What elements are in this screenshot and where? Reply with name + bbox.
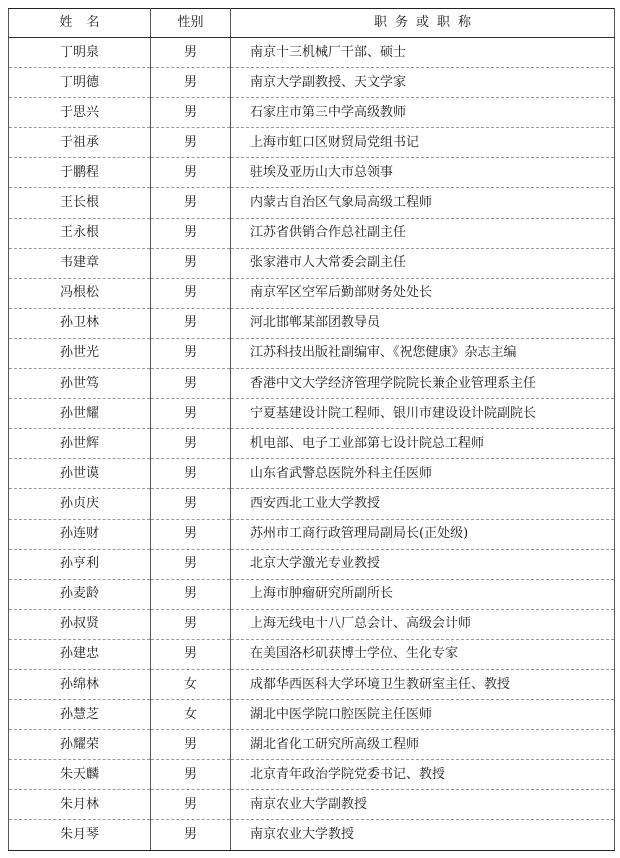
cell-sex: 女 xyxy=(151,669,231,699)
cell-name: 孙建忠 xyxy=(9,639,151,669)
cell-sex: 男 xyxy=(151,790,231,820)
cell-sex: 男 xyxy=(151,38,231,68)
cell-sex: 男 xyxy=(151,338,231,368)
cell-sex: 男 xyxy=(151,549,231,579)
table-row xyxy=(9,188,615,218)
cell-name: 朱月琴 xyxy=(9,820,151,850)
table-row xyxy=(9,519,615,549)
cell-role: 张家港市人大常委会副主任 xyxy=(231,248,615,278)
table-row xyxy=(9,730,615,760)
table-row xyxy=(9,308,615,338)
cell-name: 丁明泉 xyxy=(9,38,151,68)
cell-sex: 女 xyxy=(151,700,231,730)
cell-role: 宁夏基建设计院工程师、银川市建设设计院副院长 xyxy=(231,399,615,429)
cell-role: 南京军区空军后勤部财务处处长 xyxy=(231,278,615,308)
cell-role: 成都华西医科大学环境卫生教研室主任、教授 xyxy=(231,669,615,699)
table-row xyxy=(9,639,615,669)
cell-role: 上海无线电十八厂总会计、高级会计师 xyxy=(231,609,615,639)
cell-name: 于鹏程 xyxy=(9,158,151,188)
cell-name: 孙麦龄 xyxy=(9,579,151,609)
table-body xyxy=(9,38,615,851)
cell-name: 孙绵林 xyxy=(9,669,151,699)
table-row xyxy=(9,399,615,429)
cell-sex: 男 xyxy=(151,188,231,218)
cell-name: 朱天麟 xyxy=(9,760,151,790)
table-row xyxy=(9,429,615,459)
table-row xyxy=(9,790,615,820)
table-row xyxy=(9,38,615,68)
cell-role: 驻埃及亚历山大市总领事 xyxy=(231,158,615,188)
table-row xyxy=(9,218,615,248)
table-row xyxy=(9,579,615,609)
cell-role: 江苏省供销合作总社副主任 xyxy=(231,218,615,248)
table-row xyxy=(9,278,615,308)
cell-name: 于祖承 xyxy=(9,128,151,158)
cell-sex: 男 xyxy=(151,98,231,128)
header-sex: 性别 xyxy=(151,9,231,38)
cell-name: 朱月林 xyxy=(9,790,151,820)
cell-name: 孙世光 xyxy=(9,338,151,368)
roster-table xyxy=(8,8,615,851)
table-row xyxy=(9,609,615,639)
cell-sex: 男 xyxy=(151,278,231,308)
cell-name: 王长根 xyxy=(9,188,151,218)
cell-sex: 男 xyxy=(151,820,231,850)
table-row xyxy=(9,248,615,278)
cell-name: 孙耀荣 xyxy=(9,730,151,760)
cell-sex: 男 xyxy=(151,579,231,609)
table-row xyxy=(9,700,615,730)
cell-role: 山东省武警总医院外科主任医师 xyxy=(231,459,615,489)
cell-name: 孙贞庆 xyxy=(9,489,151,519)
cell-sex: 男 xyxy=(151,68,231,98)
cell-name: 孙卫林 xyxy=(9,308,151,338)
cell-role: 西安西北工业大学教授 xyxy=(231,489,615,519)
table-row xyxy=(9,158,615,188)
roster-page xyxy=(8,8,614,851)
table-header xyxy=(9,9,615,38)
cell-role: 上海市肿瘤研究所副所长 xyxy=(231,579,615,609)
header-name: 姓名 xyxy=(9,9,151,38)
cell-name: 孙叔贤 xyxy=(9,609,151,639)
cell-sex: 男 xyxy=(151,519,231,549)
cell-role: 南京十三机械厂干部、硕士 xyxy=(231,38,615,68)
cell-name: 孙亨利 xyxy=(9,549,151,579)
cell-name: 冯根松 xyxy=(9,278,151,308)
cell-name: 孙世谟 xyxy=(9,459,151,489)
cell-role: 河北邯郸某部团教导员 xyxy=(231,308,615,338)
table-row xyxy=(9,369,615,399)
cell-sex: 男 xyxy=(151,218,231,248)
cell-role: 南京农业大学教授 xyxy=(231,820,615,850)
header-row xyxy=(9,9,615,38)
cell-role: 湖北省化工研究所高级工程师 xyxy=(231,730,615,760)
table-row xyxy=(9,459,615,489)
cell-role: 上海市虹口区财贸局党组书记 xyxy=(231,128,615,158)
table-row xyxy=(9,338,615,368)
table-row xyxy=(9,98,615,128)
header-role: 职务或职称 xyxy=(231,9,615,38)
cell-sex: 男 xyxy=(151,429,231,459)
cell-name: 孙世笃 xyxy=(9,369,151,399)
cell-role: 北京大学激光专业教授 xyxy=(231,549,615,579)
cell-role: 内蒙古自治区气象局高级工程师 xyxy=(231,188,615,218)
cell-sex: 男 xyxy=(151,248,231,278)
table-row xyxy=(9,489,615,519)
cell-name: 丁明德 xyxy=(9,68,151,98)
cell-sex: 男 xyxy=(151,158,231,188)
cell-name: 孙世辉 xyxy=(9,429,151,459)
table-row xyxy=(9,760,615,790)
table-row xyxy=(9,549,615,579)
cell-name: 孙连财 xyxy=(9,519,151,549)
cell-sex: 男 xyxy=(151,369,231,399)
cell-sex: 男 xyxy=(151,459,231,489)
cell-name: 王永根 xyxy=(9,218,151,248)
table-row xyxy=(9,820,615,850)
cell-role: 苏州市工商行政管理局副局长(正处级) xyxy=(231,519,615,549)
table-row xyxy=(9,128,615,158)
cell-role: 江苏科技出版社副编审、《祝您健康》杂志主编 xyxy=(231,338,615,368)
cell-sex: 男 xyxy=(151,639,231,669)
cell-role: 湖北中医学院口腔医院主任医师 xyxy=(231,700,615,730)
cell-name: 孙慧芝 xyxy=(9,700,151,730)
table-row xyxy=(9,68,615,98)
cell-sex: 男 xyxy=(151,399,231,429)
cell-role: 香港中文大学经济管理学院院长兼企业管理系主任 xyxy=(231,369,615,399)
cell-name: 韦建章 xyxy=(9,248,151,278)
cell-sex: 男 xyxy=(151,128,231,158)
cell-sex: 男 xyxy=(151,308,231,338)
cell-sex: 男 xyxy=(151,609,231,639)
cell-sex: 男 xyxy=(151,730,231,760)
table-row xyxy=(9,669,615,699)
cell-sex: 男 xyxy=(151,760,231,790)
cell-role: 机电部、电子工业部第七设计院总工程师 xyxy=(231,429,615,459)
cell-name: 于思兴 xyxy=(9,98,151,128)
cell-role: 南京大学副教授、天文学家 xyxy=(231,68,615,98)
cell-role: 南京农业大学副教授 xyxy=(231,790,615,820)
cell-sex: 男 xyxy=(151,489,231,519)
cell-role: 石家庄市第三中学高级教师 xyxy=(231,98,615,128)
cell-role: 在美国洛杉矶获博士学位、生化专家 xyxy=(231,639,615,669)
cell-name: 孙世耀 xyxy=(9,399,151,429)
cell-role: 北京青年政治学院党委书记、教授 xyxy=(231,760,615,790)
